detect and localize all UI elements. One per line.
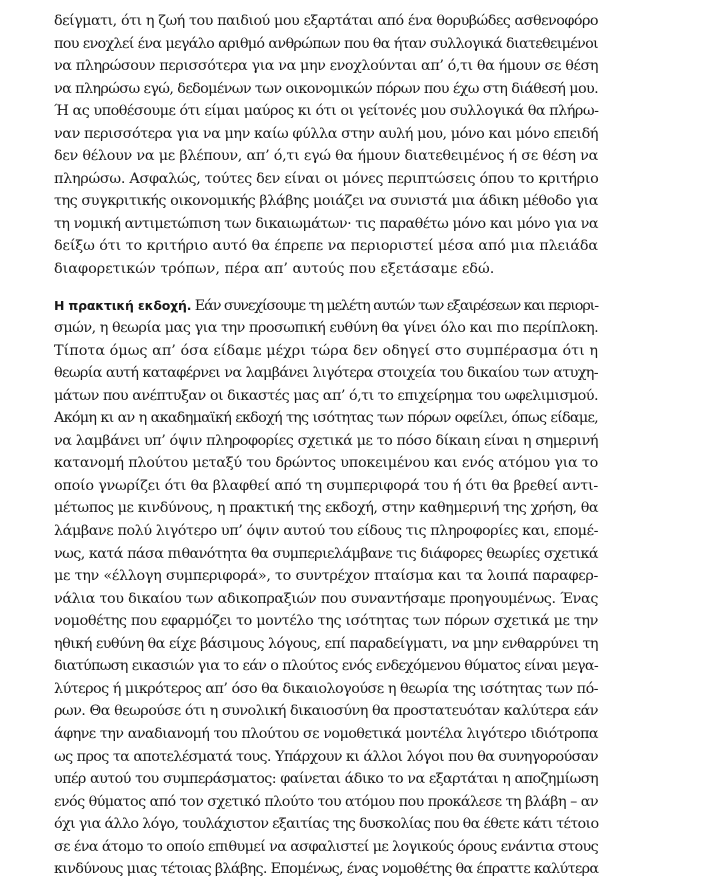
text-line: ηθική ευθύνη θα είχε βάσιμους λόγους, επί παραδείγματι, να μην ενθαρρύνει τη <box>54 635 598 652</box>
text-column <box>54 10 598 881</box>
text-line: Ακόμη κι αν η ακαδημαϊκή εκδοχή της ισότητας των πόρων οφείλει, όπως είδαμε, <box>54 410 598 427</box>
text-line: λύτερος ή μικρότερος απ’ όσο θα δικαιολογούσε η θεωρία της ισότητας των πό- <box>54 680 598 697</box>
text-line: νομοθέτης που εφαρμόζει το μοντέλο της ισότητας των πόρων σχετικά με την <box>54 613 598 630</box>
text-line: θεωρία αυτή καταφέρνει να λαμβάνει λιγότερα στοιχεία του δικαίου των ατυχη- <box>54 365 598 382</box>
text-line: τη νομική αντιμετώπιση των δικαιωμάτων· τις παραθέτω μόνο και μόνο για να <box>54 215 598 232</box>
text-line: υπέρ αυτού του συμπεράσματος: φαίνεται άδικο το να εξαρτάται η αποζημίωση <box>54 771 598 788</box>
text-line: να πληρώσουν περισσότερα για να μην ενοχλούνται απ’ ό,τι θα ήμουν σε θέση <box>54 58 598 75</box>
paragraph-gap <box>54 281 598 295</box>
text-line: ως προς τα αποτελέσματά τους. Υπάρχουν κι άλλοι λόγοι που θα συνηγορούσαν <box>54 748 598 765</box>
text-line: με την «έλλογη συμπεριφορά», το συντρέχον πταίσμα και τα λοιπά παραφερ- <box>54 568 598 585</box>
text-line: κινδύνους μιας τέτοιας βλάβης. Επομένως, ένας νομοθέτης θα έπραττε καλύτερα <box>54 861 599 878</box>
text-line: Τίποτα όμως απ’ όσα είδαμε μέχρι τώρα δεν οδηγεί στο συμπέρασμα ότι η <box>54 342 598 359</box>
text-line: πληρώσω. Ασφαλώς, τούτες δεν είναι οι μόνες περιπτώσεις όπου το κριτήριο <box>54 170 599 187</box>
text-line: διατύπωση εικασιών για το εάν ο πλούτος ενός ενδεχόμενου θύματος είναι μεγα- <box>54 658 598 675</box>
text-line: να λαμβάνει υπ’ όψιν πληροφορίες σχετικά με το πόσο δίκαιη είναι η σημερινή <box>54 432 598 449</box>
text-line: που ενοχλεί ένα μεγάλο αριθμό ανθρώπων που θα ήταν συλλογικά διατεθειμένοι <box>54 35 598 52</box>
text-line: λάμβανε πολύ λιγότερο υπ’ όψιν αυτού του είδους τις πληροφορίες και, επομέ- <box>54 523 598 540</box>
text-line: οποίο γνωρίζει ότι θα βλαφθεί από τη συμπεριφορά του ή ότι θα βρεθεί αντι- <box>54 477 598 494</box>
text-line: μάτων που ανέπτυξαν οι δικαστές μας απ’ ό,τι το επιχείρημα του ωφελιμισμού. <box>54 387 598 404</box>
text-line: της συγκριτικής οικονομικής βλάβης μοιάζει να συνιστά μια άδικη μέθοδο για <box>54 193 598 210</box>
text-line: σε ένα άτομο το οποίο επιθυμεί να ασφαλιστεί με λογικούς όρους ενάντια στους <box>54 838 598 855</box>
text-line: δείξω ότι το κριτήριο αυτό θα έπρεπε να περιοριστεί μέσα από μια πλειάδα <box>54 238 598 255</box>
text-line: δείγματι, ότι η ζωή του παιδιού μου εξαρτάται από ένα θορυβώδες ασθενοφόρο <box>54 13 598 29</box>
text-line: μέτωπος με κινδύνους, η πρακτική της εκδοχή, στην καθημερινή της χρήση, θα <box>54 500 599 517</box>
paragraph-1 <box>54 10 598 281</box>
text-line: ναν περισσότερα για να μην καίω φύλλα στην αυλή μου, μόνο και μόνο επειδή <box>54 125 598 142</box>
text-line: σμών, η θεωρία μας για την προσωπική ευθύνη θα γίνει όλο και πιο περίπλοκη. <box>54 320 599 337</box>
text-line: όχι για άλλο λόγο, τουλάχιστον εξαιτίας της δυσκολίας που θα έθετε κάτι τέτοιο <box>54 816 599 833</box>
text-line: δεν θέλουν να με βλέπουν, απ’ ό,τι εγώ θα ήμουν διατεθειμένος ή σε θέση να <box>54 148 598 165</box>
text-line: νάλια του δικαίου των αδικοπραξιών που συναντήσαμε προηγουμένως. Ένας <box>54 590 598 607</box>
text-line-tail: Εάν συνεχίσουμε τη μελέτη αυτών των εξαιρέσεων και περιορι- <box>194 297 598 314</box>
text-line: ενός θύματος από τον σχετικό πλούτο του ατόμου που προκάλεσε τη βλάβη – αν <box>54 793 598 810</box>
section-heading: Η πρακτική εκδοχή. <box>54 297 192 313</box>
text-line: κατανομή πλούτου μεταξύ του δρώντος υποκειμένου και ενός ατόμου για το <box>54 455 598 472</box>
text-line: Ή ας υποθέσουμε ότι είμαι μαύρος κι ότι οι γείτονές μου συλλογικά θα πλήρω- <box>54 103 599 120</box>
text-line: νως, κατά πάσα πιθανότητα θα συμπεριελάμβανε τις διάφορες θεωρίες σχετικά <box>54 545 598 562</box>
text-line <box>54 295 598 318</box>
text-line: ρων. Θα θεωρούσε ότι η συνολική δικαιοσύνη θα προστατευόταν καλύτερα εάν <box>54 703 598 720</box>
paragraph-2 <box>54 295 598 881</box>
text-line: διαφορετικών τρόπων, πέρα απ’ αυτούς που εξετάσαμε εδώ. <box>54 261 495 278</box>
text-line: άφηνε την αναδιανομή του πλούτου σε νομοθετικά μοντέλα λιγότερο ιδιότροπα <box>54 725 598 742</box>
text-line: να πληρώσω εγώ, δεδομένων των οικονομικών πόρων που έχω στη διάθεσή μου. <box>54 80 598 97</box>
